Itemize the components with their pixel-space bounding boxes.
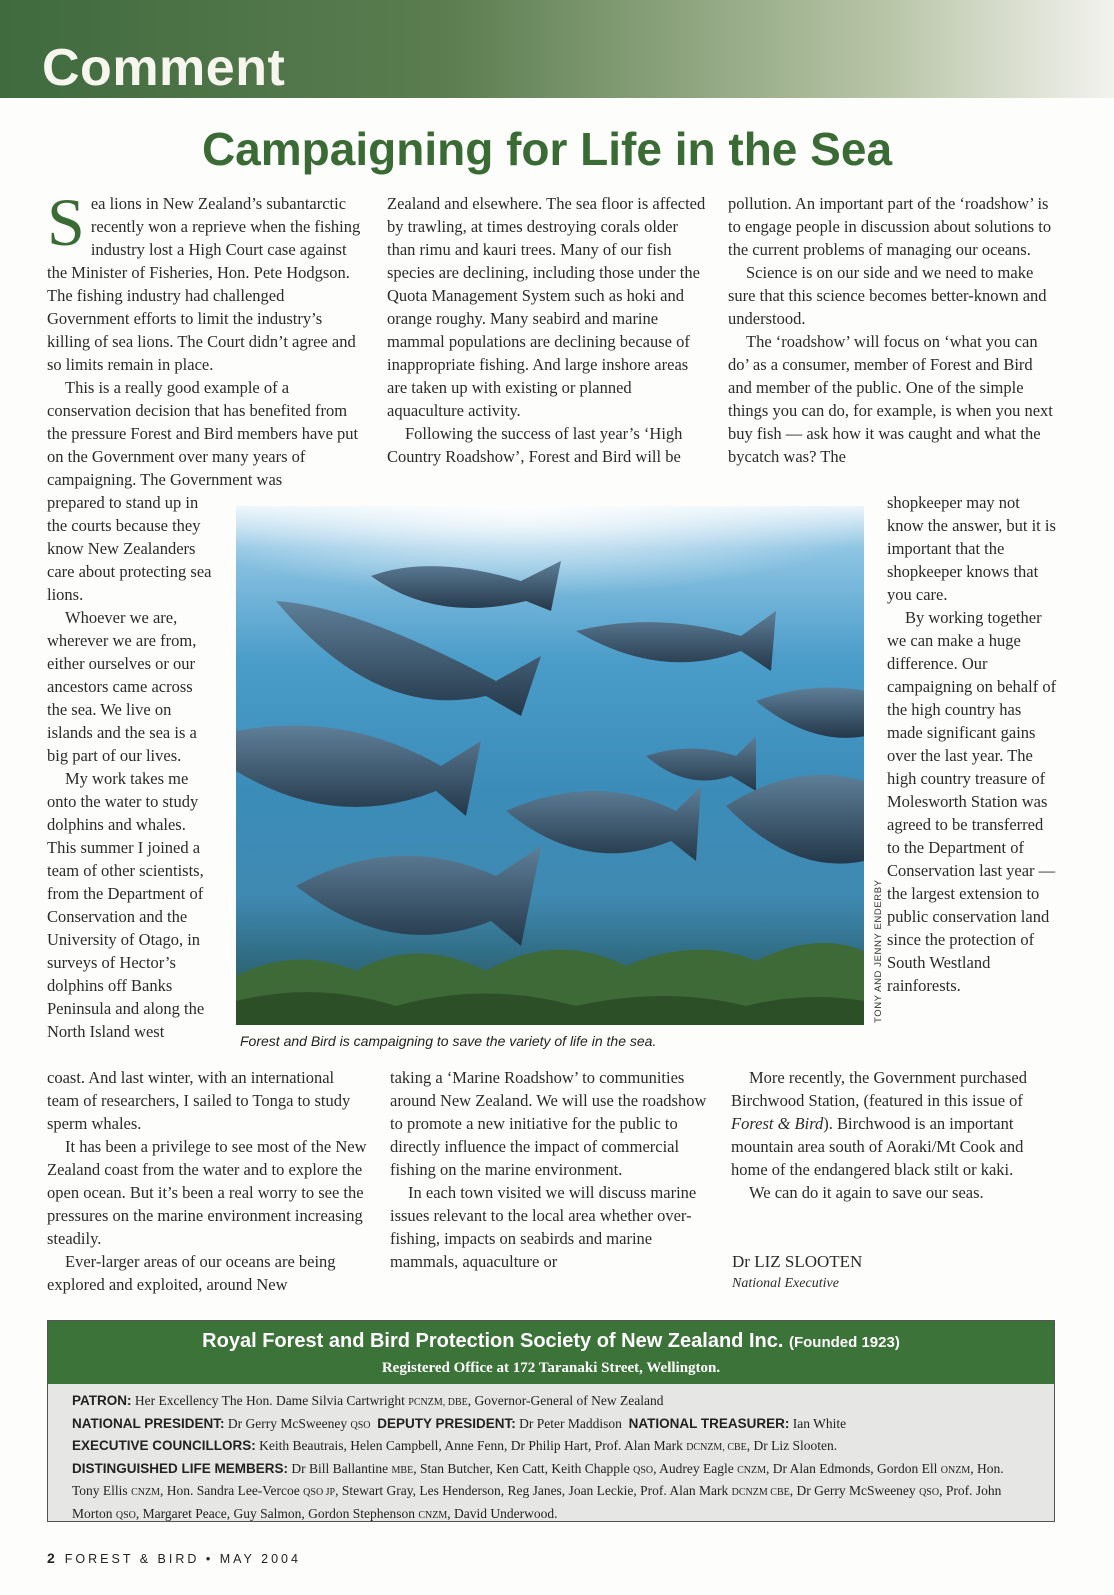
paragraph-7: Zealand and elsewhere. The sea floor is affected by trawling, at times destroying corals older than rimu and kauri trees. Many of our fish species are declining, including those under the Quota Management System such as hoki and orange roughy. Many seabird and marine mammal populations are declining because of inappropriate fishing. And large inshore areas are taken up with existing or planned aquaculture activity. <box>387 194 706 420</box>
magazine-title: Forest & Bird <box>731 1114 824 1133</box>
paragraph-6: Ever-larger areas of our oceans are being explored and exploited, around New <box>47 1252 336 1294</box>
life-member-text: , Stewart Gray, Les Henderson, Reg Janes, Joan Leckie, Prof. Alan Mark <box>335 1483 729 1498</box>
paragraph-2-end: prepared to stand up in the courts because they know New Zealanders care about protecting sea lions. <box>47 493 212 604</box>
photo-caption: Forest and Bird is campaigning to save the variety of life in the sea. <box>240 1033 657 1049</box>
page-folio <box>47 1550 301 1566</box>
paragraph-15: We can do it again to save our seas. <box>749 1183 984 1202</box>
deputy-name: Dr Peter Maddison <box>519 1415 622 1431</box>
postnominal: MBE <box>391 1464 414 1476</box>
fish-6 <box>646 736 756 791</box>
executive-postnominals: DCNZM, CBE <box>686 1442 747 1453</box>
deputy-label: DEPUTY PRESIDENT: <box>377 1415 516 1431</box>
society-header <box>48 1321 1054 1384</box>
treasurer-label: NATIONAL TREASURER: <box>628 1415 790 1431</box>
column-1-upper <box>47 184 367 491</box>
photo-credit <box>866 879 884 1025</box>
society-office: Registered Office at 172 Taranaki Street, Wellington. <box>381 1360 721 1376</box>
fish-5 <box>236 726 481 816</box>
column-1-lower <box>47 1066 369 1296</box>
paragraph-3: Whoever we are, wherever we are from, either ourselves or our ancestors came across the sea. We live on islands and the sea is a big part of our lives. <box>47 608 197 765</box>
drop-cap: S <box>47 184 85 260</box>
paragraph-8-end: taking a ‘Marine Roadshow’ to communities around New Zealand. We will use the roadshow to promote a new initiative for the public to directly influence the impact of commercial fishing on the marine environment. <box>390 1068 707 1179</box>
fish-4 <box>756 688 864 738</box>
postnominal: DCNZM CBE <box>731 1487 790 1498</box>
life-member-text: , David Underwood. <box>447 1505 558 1521</box>
fish-7 <box>506 786 701 861</box>
paragraph-14 <box>731 1066 1057 1181</box>
paragraph-10: pollution. An important part of the ‘roadshow’ is to engage people in discussion about solutions to the current problems of managing our oceans. <box>728 194 1052 259</box>
column-2-lower <box>390 1066 712 1273</box>
patron-label: PATRON: <box>72 1393 132 1408</box>
officers-line <box>72 1414 1030 1437</box>
executive-label: EXECUTIVE COUNCILLORS: <box>72 1438 256 1453</box>
paragraph-4-end: coast. And last winter, with an international team of researchers, I sailed to Tonga to study sperm whales. <box>47 1068 351 1133</box>
life-member-text: , Audrey Eagle <box>653 1460 734 1476</box>
executive-names: Keith Beautrais, Helen Campbell, Anne Fenn, Dr Philip Hart, Prof. Alan Mark <box>259 1438 683 1453</box>
life-members-line <box>72 1459 1030 1527</box>
life-member-text: , Hon. Tony Ellis <box>72 1460 1004 1498</box>
life-member-text: , Stan Butcher, Ken Catt, Keith Chapple <box>413 1460 630 1476</box>
author-title: National Executive <box>732 1276 839 1291</box>
postnominal: CNZM <box>131 1487 160 1498</box>
fish-8 <box>726 775 864 864</box>
paragraph-1-text: ea lions in New Zealand’s subantarctic recently won a reprieve when the fishing industry lost a High Court case against the Minister of Fisheries, Hon. Pete Hodgson. The fishing industry had challenged Government efforts to limit the industry’s killing of sea lions. The Court didn’t agree and so limits remain in place. <box>47 194 361 374</box>
patron-postnominals: PCNZM, DBE <box>408 1397 468 1408</box>
patron-name: Her Excellency The Hon. Dame Silvia Cartwright <box>134 1393 405 1408</box>
photo-credit-text: TONY AND JENNY ENDERBY <box>873 879 884 1023</box>
section-label: Comment <box>42 39 286 97</box>
postnominal: QSO <box>919 1487 940 1498</box>
paragraph-11: Science is on our side and we need to make sure that this science becomes better-known and understood. <box>728 263 1047 328</box>
page-number: 2 <box>47 1550 55 1566</box>
underwater-fish-photo <box>236 506 864 1025</box>
life-member-text: , Margaret Peace, Guy Salmon, Gordon Stephenson <box>135 1505 415 1521</box>
column-3-upper <box>728 192 1054 468</box>
president-label: NATIONAL PRESIDENT: <box>72 1415 225 1431</box>
life-member-text: Dr Bill Ballantine <box>291 1460 389 1476</box>
author-name: Dr LIZ SLOOTEN <box>732 1252 863 1271</box>
headline: Campaigning for Life in the Sea <box>201 123 893 175</box>
column-1-narrow <box>47 491 215 1043</box>
paragraph-8-start: Following the success of last year’s ‘High Country Roadshow’, Forest and Bird will be <box>387 424 683 466</box>
paragraph-14-a: More recently, the Government purchased Birchwood Station, (featured in this issue of <box>731 1068 1027 1110</box>
postnominal: QSO JP <box>303 1487 336 1498</box>
life-member-text: , Dr Alan Edmonds, Gordon Ell <box>766 1460 938 1476</box>
column-2-upper <box>387 192 709 468</box>
fish-school-illustration <box>236 506 864 1025</box>
paragraph-13: By working together we can make a huge difference. Our campaigning on behalf of the high country has made significant gains over the last year. The high country treasure of Molesworth Station was agreed to be transferred to the Department of Conservation last year — the largest extension to public conservation land since the protection of South Westland rainforests. <box>887 608 1057 995</box>
paragraph-12-start: The ‘roadshow’ will focus on ‘what you can do’ as a consumer, member of Forest and Bird and member of the public. One of the simple things you can do, for example, is when you next buy fish — ask how it was caught and what the bycatch was? The <box>728 332 1053 466</box>
life-members-label: DISTINGUISHED LIFE MEMBERS: <box>72 1460 289 1476</box>
paragraph-9: In each town visited we will discuss marine issues relevant to the local area whether over-fishing, impacts on seabirds and marine mammals, aquaculture or <box>390 1183 697 1271</box>
patron-role: , Governor-General of New Zealand <box>467 1393 664 1408</box>
paragraph-1 <box>47 184 367 376</box>
society-officers <box>48 1384 1054 1526</box>
postnominal: QSO <box>633 1464 654 1476</box>
society-founded: (Founded 1923) <box>788 1334 900 1351</box>
president-name: Dr Gerry McSweeney <box>227 1415 348 1431</box>
column-3-narrow <box>887 491 1059 997</box>
paragraph-2-start: This is a really good example of a conservation decision that has benefited from the pressure Forest and Bird members have put on the Government over many years of campaigning. The Government was <box>47 378 359 489</box>
paragraph-4-start: My work takes me onto the water to study dolphins and whales. This summer I joined a team of other scientists, from the Department of Conservation and the University of Otago, in surveys of Hector’s dolphins off Banks Peninsula and along the North Island west <box>47 769 205 1041</box>
patron-line <box>72 1391 1030 1414</box>
president-postnominals: QSO <box>350 1419 371 1431</box>
paragraph-5: It has been a privilege to see most of the New Zealand coast from the water and to explore the open ocean. But it’s been a real worry to see the pressures on the marine environment increasing steadily. <box>47 1137 367 1248</box>
treasurer-name: Ian White <box>792 1415 847 1431</box>
society-title <box>48 1321 1054 1357</box>
society-info-box <box>47 1320 1055 1522</box>
postnominal: ONZM <box>940 1464 971 1476</box>
life-member-text: , Hon. Sandra Lee-Vercoe <box>159 1483 300 1498</box>
postnominal: CNZM <box>418 1509 448 1521</box>
paragraph-14-b: ). Birchwood is an important mountain area south of Aoraki/Mt Cook and home of the endangered black stilt or kaki. <box>731 1114 1024 1179</box>
executive-line <box>72 1436 1030 1459</box>
postnominal: CNZM <box>737 1464 767 1476</box>
postnominal: QSO <box>115 1509 136 1521</box>
society-name: Royal Forest and Bird Protection Society of New Zealand Inc. <box>202 1330 784 1352</box>
folio-text: FOREST & BIRD • MAY 2004 <box>64 1552 301 1566</box>
executive-names-end: , Dr Liz Slooten. <box>746 1438 838 1453</box>
life-member-text: , Dr Gerry McSweeney <box>789 1483 916 1498</box>
life-member-text: , Prof. John Morton <box>72 1483 1002 1521</box>
column-3-lower <box>731 1066 1057 1204</box>
paragraph-12-end: shopkeeper may not know the answer, but it is important that the shopkeeper knows that you care. <box>887 493 1056 604</box>
fish-9 <box>296 846 541 946</box>
